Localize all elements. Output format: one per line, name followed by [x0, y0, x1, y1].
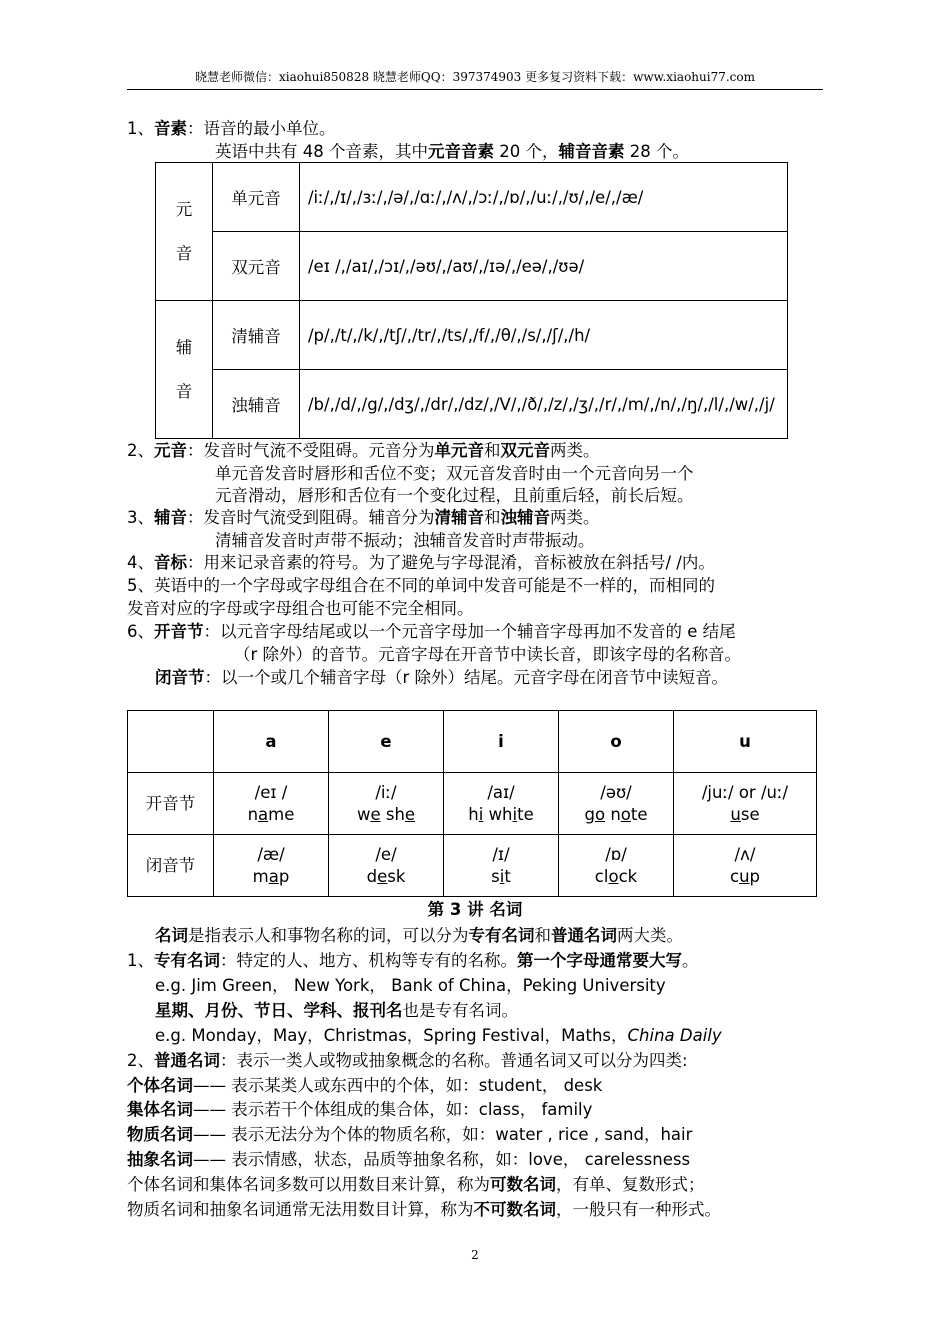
- word-part: t: [504, 866, 511, 886]
- example-word: [367, 867, 406, 886]
- s2-text: ：发音时气流不受阻碍。元音分为: [187, 441, 435, 460]
- s4-term: 音标: [154, 553, 187, 572]
- underlined-letter: a: [268, 866, 279, 886]
- s2-line2: 单元音发音时唇形和舌位不变；双元音发音时由一个元音向另一个: [215, 464, 694, 483]
- s3-line2: 清辅音发音时声带不振动；浊辅音发音时声带振动。: [215, 531, 595, 550]
- s5-line2: 发音对应的字母或字母组合也可能不完全相同。: [127, 599, 474, 618]
- letter-header: o: [559, 711, 674, 773]
- c1-text: ，有单、复数形式；: [556, 1175, 705, 1194]
- example-word: [468, 805, 483, 824]
- example-words: [674, 804, 816, 826]
- s1-bold: 元音音素: [428, 142, 494, 161]
- p1-num: 1、: [127, 951, 154, 970]
- s3-text: ：发音时气流受到阻碍。辅音分为: [187, 508, 435, 527]
- noun-text: 两大类。: [617, 926, 683, 945]
- word-part: ck: [618, 866, 638, 886]
- s1-text: 英语中共有 48 个音素，其中: [215, 142, 428, 161]
- ipa: /ɒ/: [605, 844, 627, 864]
- example-words: [329, 804, 443, 826]
- word-part: cl: [594, 866, 609, 886]
- s4-num: 4、: [127, 553, 154, 572]
- phoneme-table: [155, 162, 788, 439]
- example-words: [559, 866, 673, 888]
- noun-text: 和: [534, 926, 551, 945]
- corner-cell: [128, 711, 214, 773]
- proper-noun-def: [127, 950, 699, 972]
- underlined-letter: i: [478, 804, 484, 824]
- ipa: /əʊ/: [600, 782, 632, 802]
- open-cell: [329, 773, 444, 835]
- example-words: [674, 866, 816, 888]
- page-number: 2: [471, 1248, 479, 1262]
- underlined-letter: a: [258, 804, 269, 824]
- proper-noun-example-1: e.g. Jim Green， New York， Bank of China，Peking University: [155, 976, 666, 995]
- example-word: [386, 805, 415, 824]
- p1-bold: 第一个字母通常要大写: [517, 951, 682, 970]
- consonant-cat-char: 音: [175, 381, 193, 401]
- common-noun-def: [127, 1050, 688, 1072]
- phoneme-symbols: /p/,/t/,/k/,/tʃ/,/tr/,/ts/,/f/,/θ/,/s/,/ʃ/,/h/: [300, 301, 788, 370]
- s3-num: 3、: [127, 508, 154, 527]
- example-word: [357, 805, 381, 824]
- letter-header: a: [214, 711, 329, 773]
- word-part: g: [584, 804, 595, 824]
- underlined-letter: i: [512, 804, 518, 824]
- s1-num: 1、: [127, 119, 154, 138]
- word-part: m: [252, 866, 269, 886]
- kind-term: 抽象名词: [127, 1150, 193, 1169]
- word-part: sh: [385, 804, 405, 824]
- s3-text: 两类。: [550, 508, 600, 527]
- underlined-letter: o: [594, 804, 606, 824]
- example-word: [489, 805, 534, 824]
- page-header: 晓慧老师微信：xiaohui850828 晓慧老师QQ：397374903 更多复习资料下载：www.xiaohui77.com: [127, 68, 823, 90]
- s1-term: 音素: [154, 119, 187, 138]
- example-word: [730, 867, 760, 886]
- open-cell: [444, 773, 559, 835]
- row-label: 双元音: [213, 232, 300, 301]
- proper-noun-note: [155, 1000, 518, 1022]
- kind-desc: —— 表示无法分为个体的物质名称，如：water , rice , sand，hair: [193, 1125, 693, 1144]
- section-6: [127, 621, 736, 643]
- row-label: 浊辅音: [213, 370, 300, 439]
- vowel-cat-char: 元: [175, 199, 193, 219]
- s6-line2: （r 除外）的音节。元音字母在开音节中读长音，即该字母的名称音。: [234, 645, 742, 664]
- example-words: [444, 866, 558, 888]
- noun-kind: [127, 1099, 592, 1121]
- s6-text: ：以元音字母结尾或以一个元音字母加一个辅音字母再加不发音的 e 结尾: [203, 622, 736, 641]
- s3-bold: 浊辅音: [500, 508, 550, 527]
- word-part: se: [740, 804, 760, 824]
- p1-text: ：特定的人、地方、机构等专有的名称。: [220, 951, 517, 970]
- c2-text: 物质名词和抽象名词通常无法用数目计算，称为: [127, 1200, 474, 1219]
- ipa: /aɪ/: [487, 782, 515, 802]
- eg2-italic: China Daily: [627, 1026, 722, 1045]
- example-word: [253, 867, 290, 886]
- underlined-letter: i: [499, 866, 505, 886]
- s5-line1: 5、英语中的一个字母或字母组合在不同的单词中发音可能是不一样的，而相同的: [127, 576, 715, 595]
- closed-cell: [214, 835, 329, 897]
- word-part: sk: [387, 866, 406, 886]
- ipa: /e/: [375, 844, 397, 864]
- phoneme-symbols: /eɪ /,/aɪ/,/ɔɪ/,/əʊ/,/aʊ/,/ɪə/,/eə/,/ʊə/: [300, 232, 788, 301]
- s6-closed: [155, 667, 728, 689]
- s6-term: 开音节: [154, 622, 204, 641]
- word-part: w: [356, 804, 371, 824]
- eg2-text: e.g. Monday，May，Christmas，Spring Festival，Maths，: [155, 1026, 628, 1045]
- syllable-table: [127, 710, 817, 897]
- s2-bold: 双元音: [500, 441, 550, 460]
- example-words: [559, 804, 673, 826]
- kind-term: 集体名词: [127, 1100, 193, 1119]
- vowel-category-cell: [156, 163, 213, 301]
- noun-bold: 普通名词: [551, 926, 617, 945]
- closed-cell: [329, 835, 444, 897]
- section-1-line2: [215, 141, 689, 163]
- open-syllable-label: 开音节: [128, 773, 214, 835]
- kind-term: 物质名词: [127, 1125, 193, 1144]
- note-text: 也是专有名词。: [402, 1001, 518, 1020]
- kind-term: 个体名词: [127, 1076, 193, 1095]
- p1-text: 。: [682, 951, 699, 970]
- note-bold: 星期、月份、节日、学科、报刊名: [155, 1001, 403, 1020]
- noun-kind: [127, 1075, 602, 1097]
- word-part: te: [517, 804, 534, 824]
- example-words: [444, 804, 558, 826]
- word-part: p: [278, 866, 290, 886]
- kind-desc: —— 表示若干个体组成的集合体，如：class， family: [193, 1100, 593, 1119]
- s2-bold: 单元音: [434, 441, 484, 460]
- closed-cell: [674, 835, 817, 897]
- s2-line3: 元音滑动，唇形和舌位有一个变化过程，且前重后轻，前长后短。: [215, 486, 694, 505]
- word-part: p: [749, 866, 761, 886]
- example-word: [491, 867, 511, 886]
- section-2: [127, 440, 600, 462]
- s2-term: 元音: [154, 441, 187, 460]
- closed-cell: [444, 835, 559, 897]
- word-part: s: [491, 866, 500, 886]
- consonant-cat-char: 辅: [175, 337, 193, 357]
- letter-header: u: [674, 711, 817, 773]
- noun-bold: 名词: [155, 926, 188, 945]
- p2-text: ：表示一类人或物或抽象概念的名称。普通名词又可以分为四类:: [220, 1051, 688, 1070]
- countable-note: [127, 1174, 705, 1196]
- underlined-letter: e: [404, 804, 416, 824]
- section-4: [127, 552, 715, 574]
- open-cell: [674, 773, 817, 835]
- c1-text: 个体名词和集体名词多数可以用数目来计算，称为: [127, 1175, 490, 1194]
- uncountable-note: [127, 1199, 721, 1221]
- underlined-letter: e: [377, 866, 388, 886]
- s2-num: 2、: [127, 441, 154, 460]
- noun-kind: [127, 1149, 690, 1171]
- letter-header: e: [329, 711, 444, 773]
- s2-text: 两类。: [550, 441, 600, 460]
- s2-text: 和: [484, 441, 501, 460]
- row-label: 清辅音: [213, 301, 300, 370]
- example-word: [595, 867, 637, 886]
- p2-num: 2、: [127, 1051, 154, 1070]
- ipa: /ɪ/: [492, 844, 510, 864]
- s1-text: 28 个。: [624, 142, 689, 161]
- example-words: [214, 804, 328, 826]
- c1-bold: 可数名词: [490, 1175, 556, 1194]
- closed-syllable-label: 闭音节: [128, 835, 214, 897]
- s1-text: 20 个，: [494, 142, 559, 161]
- row-label: 单元音: [213, 163, 300, 232]
- s1-bold: 辅音音素: [558, 142, 625, 161]
- underlined-letter: u: [730, 804, 741, 824]
- lecture-title: 第 3 讲 名词: [427, 900, 523, 919]
- s3-term: 辅音: [154, 508, 187, 527]
- p1-term: 专有名词: [154, 951, 220, 970]
- underlined-letter: o: [608, 866, 619, 886]
- underlined-letter: o: [620, 804, 631, 824]
- s6-num: 6、: [127, 622, 154, 641]
- letter-header: i: [444, 711, 559, 773]
- ipa: /eɪ /: [254, 782, 288, 802]
- open-cell: [559, 773, 674, 835]
- example-words: [329, 866, 443, 888]
- c2-text: ，一般只有一种形式。: [556, 1200, 721, 1219]
- c2-bold: 不可数名词: [473, 1200, 556, 1219]
- consonant-category-cell: [156, 301, 213, 439]
- noun-intro: [155, 925, 683, 947]
- ipa: /æ/: [257, 844, 285, 864]
- section-1: [127, 118, 336, 140]
- word-part: n: [610, 804, 621, 824]
- noun-bold: 专有名词: [468, 926, 535, 945]
- example-words: [214, 866, 328, 888]
- example-word: [610, 805, 647, 824]
- noun-kind: [127, 1124, 692, 1146]
- word-part: me: [268, 804, 295, 824]
- s6-text: ：以一个或几个辅音字母（r 除外）结尾。元音字母在闭音节中读短音。: [204, 668, 729, 687]
- noun-text: 是指表示人和事物名称的词，可以分为: [188, 926, 469, 945]
- phoneme-symbols: /iː/,/ɪ/,/ɜː/,/ə/,/ɑː/,/ʌ/,/ɔː/,/ɒ/,/uː/,/ʊ/,/e/,/æ/: [300, 163, 788, 232]
- p2-term: 普通名词: [154, 1051, 220, 1070]
- phoneme-symbols: /b/,/d/,/g/,/dʒ/,/dr/,/dz/,/V/,/ð/,/z/,/ʒ/,/r/,/m/,/n/,/ŋ/,/l/,/w/,/j/: [300, 370, 788, 439]
- word-part: d: [366, 866, 378, 886]
- example-word: [730, 805, 759, 824]
- open-cell: [214, 773, 329, 835]
- s6-term2: 闭音节: [155, 668, 205, 687]
- word-part: wh: [488, 804, 513, 824]
- s3-text: 和: [484, 508, 501, 527]
- s1-def: ：语音的最小单位。: [187, 119, 336, 138]
- word-part: te: [630, 804, 648, 824]
- s4-text: ：用来记录音素的符号。为了避免与字母混淆，音标被放在斜括号/ /内。: [187, 553, 715, 572]
- section-3: [127, 507, 600, 529]
- s3-bold: 清辅音: [434, 508, 484, 527]
- ipa: /juː/ or /uː/: [701, 782, 789, 802]
- word-part: h: [468, 804, 479, 824]
- underlined-letter: e: [370, 804, 381, 824]
- example-word: [248, 805, 295, 824]
- closed-cell: [559, 835, 674, 897]
- underlined-letter: u: [739, 866, 750, 886]
- example-word: [584, 805, 605, 824]
- word-part: c: [729, 866, 740, 886]
- ipa: /ʌ/: [734, 844, 756, 864]
- kind-desc: —— 表示情感，状态，品质等抽象名称，如：love， carelessness: [193, 1150, 691, 1169]
- proper-noun-example-2: [155, 1025, 722, 1047]
- word-part: n: [247, 804, 259, 824]
- vowel-cat-char: 音: [175, 243, 193, 263]
- ipa: /iː/: [375, 782, 397, 802]
- kind-desc: —— 表示某类人或东西中的个体，如：student， desk: [193, 1076, 603, 1095]
